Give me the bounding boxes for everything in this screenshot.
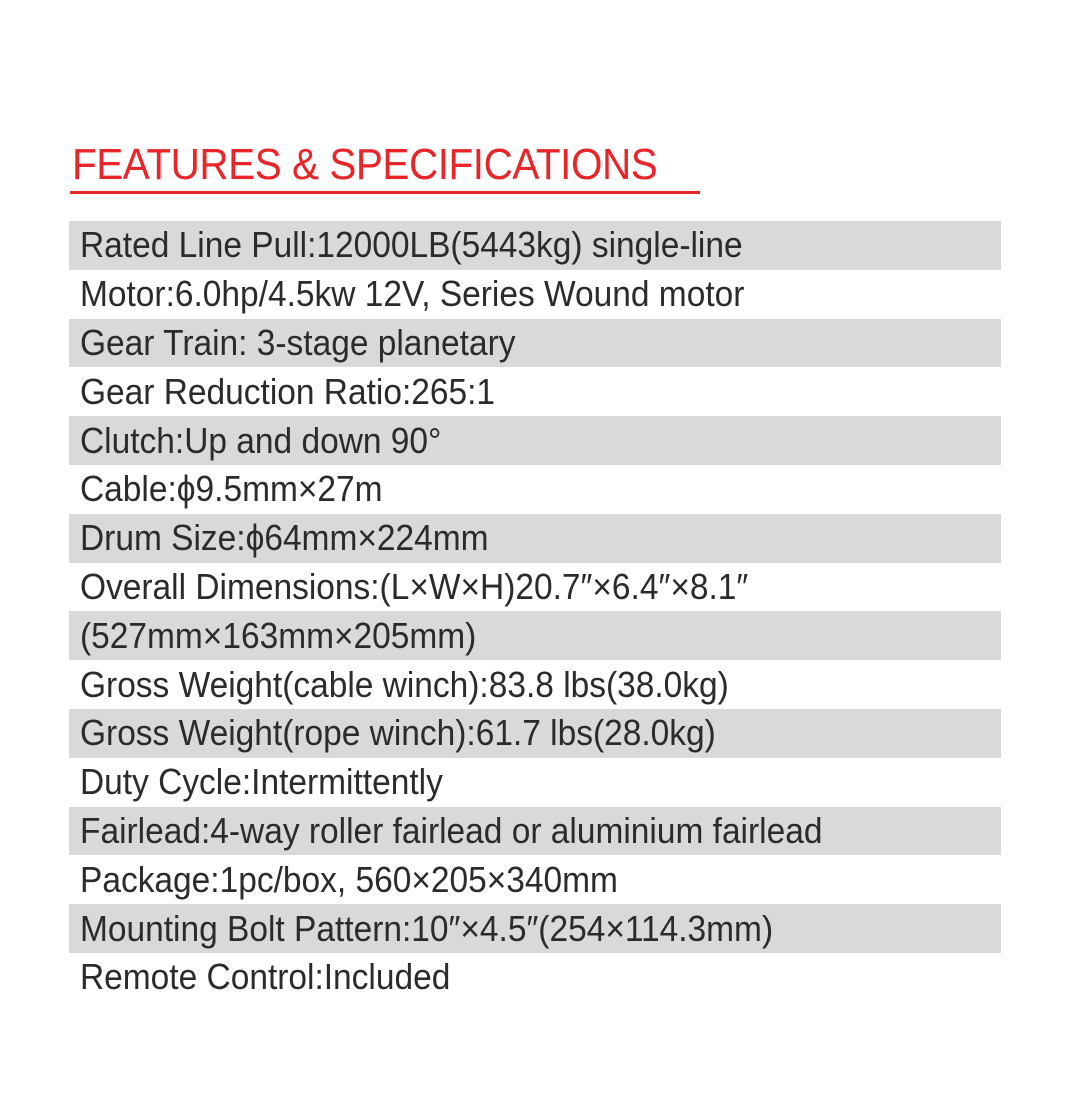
spec-row bbox=[69, 465, 1001, 514]
spec-text: Gross Weight(rope winch):61.7 lbs(28.0kg) bbox=[80, 712, 716, 754]
spec-text: Fairlead:4-way roller fairlead or aluminium fairlead bbox=[80, 809, 823, 851]
spec-row bbox=[69, 514, 1001, 563]
spec-text: Overall Dimensions:(L×W×H)20.7″×6.4″×8.1″ bbox=[80, 565, 749, 607]
heading-underline bbox=[70, 191, 700, 194]
spec-row bbox=[69, 758, 1001, 807]
spec-text: Gear Train: 3-stage planetary bbox=[80, 321, 516, 363]
spec-row bbox=[69, 563, 1001, 612]
spec-row bbox=[69, 807, 1001, 856]
section-heading: FEATURES & SPECIFICATIONS bbox=[72, 140, 658, 189]
spec-row bbox=[69, 221, 1001, 270]
spec-text: Mounting Bolt Pattern:10″×4.5″(254×114.3mm) bbox=[80, 907, 774, 949]
spec-row bbox=[69, 709, 1001, 758]
spec-row bbox=[69, 904, 1001, 953]
spec-text: Duty Cycle:Intermittently bbox=[80, 761, 443, 803]
spec-row bbox=[69, 855, 1001, 904]
spec-text: Clutch:Up and down 90° bbox=[80, 419, 442, 461]
spec-text: Rated Line Pull:12000LB(5443kg) single-line bbox=[80, 224, 743, 266]
spec-text: Remote Control:Included bbox=[80, 956, 451, 998]
spec-text: (527mm×163mm×205mm) bbox=[80, 614, 477, 656]
spec-row bbox=[69, 416, 1001, 465]
spec-text: Package:1pc/box, 560×205×340mm bbox=[80, 858, 618, 900]
spec-row bbox=[69, 611, 1001, 660]
spec-row bbox=[69, 367, 1001, 416]
spec-text: Gear Reduction Ratio:265:1 bbox=[80, 370, 496, 412]
spec-row bbox=[69, 270, 1001, 319]
spec-list bbox=[69, 221, 1001, 1002]
spec-text: Gross Weight(cable winch):83.8 lbs(38.0kg) bbox=[80, 663, 729, 705]
spec-text: Motor:6.0hp/4.5kw 12V, Series Wound motor bbox=[80, 273, 745, 315]
spec-row bbox=[69, 660, 1001, 709]
spec-row bbox=[69, 319, 1001, 368]
spec-row bbox=[69, 953, 1001, 1002]
spec-text: Cable:ϕ9.5mm×27m bbox=[80, 468, 383, 510]
spec-text: Drum Size:ϕ64mm×224mm bbox=[80, 517, 489, 559]
